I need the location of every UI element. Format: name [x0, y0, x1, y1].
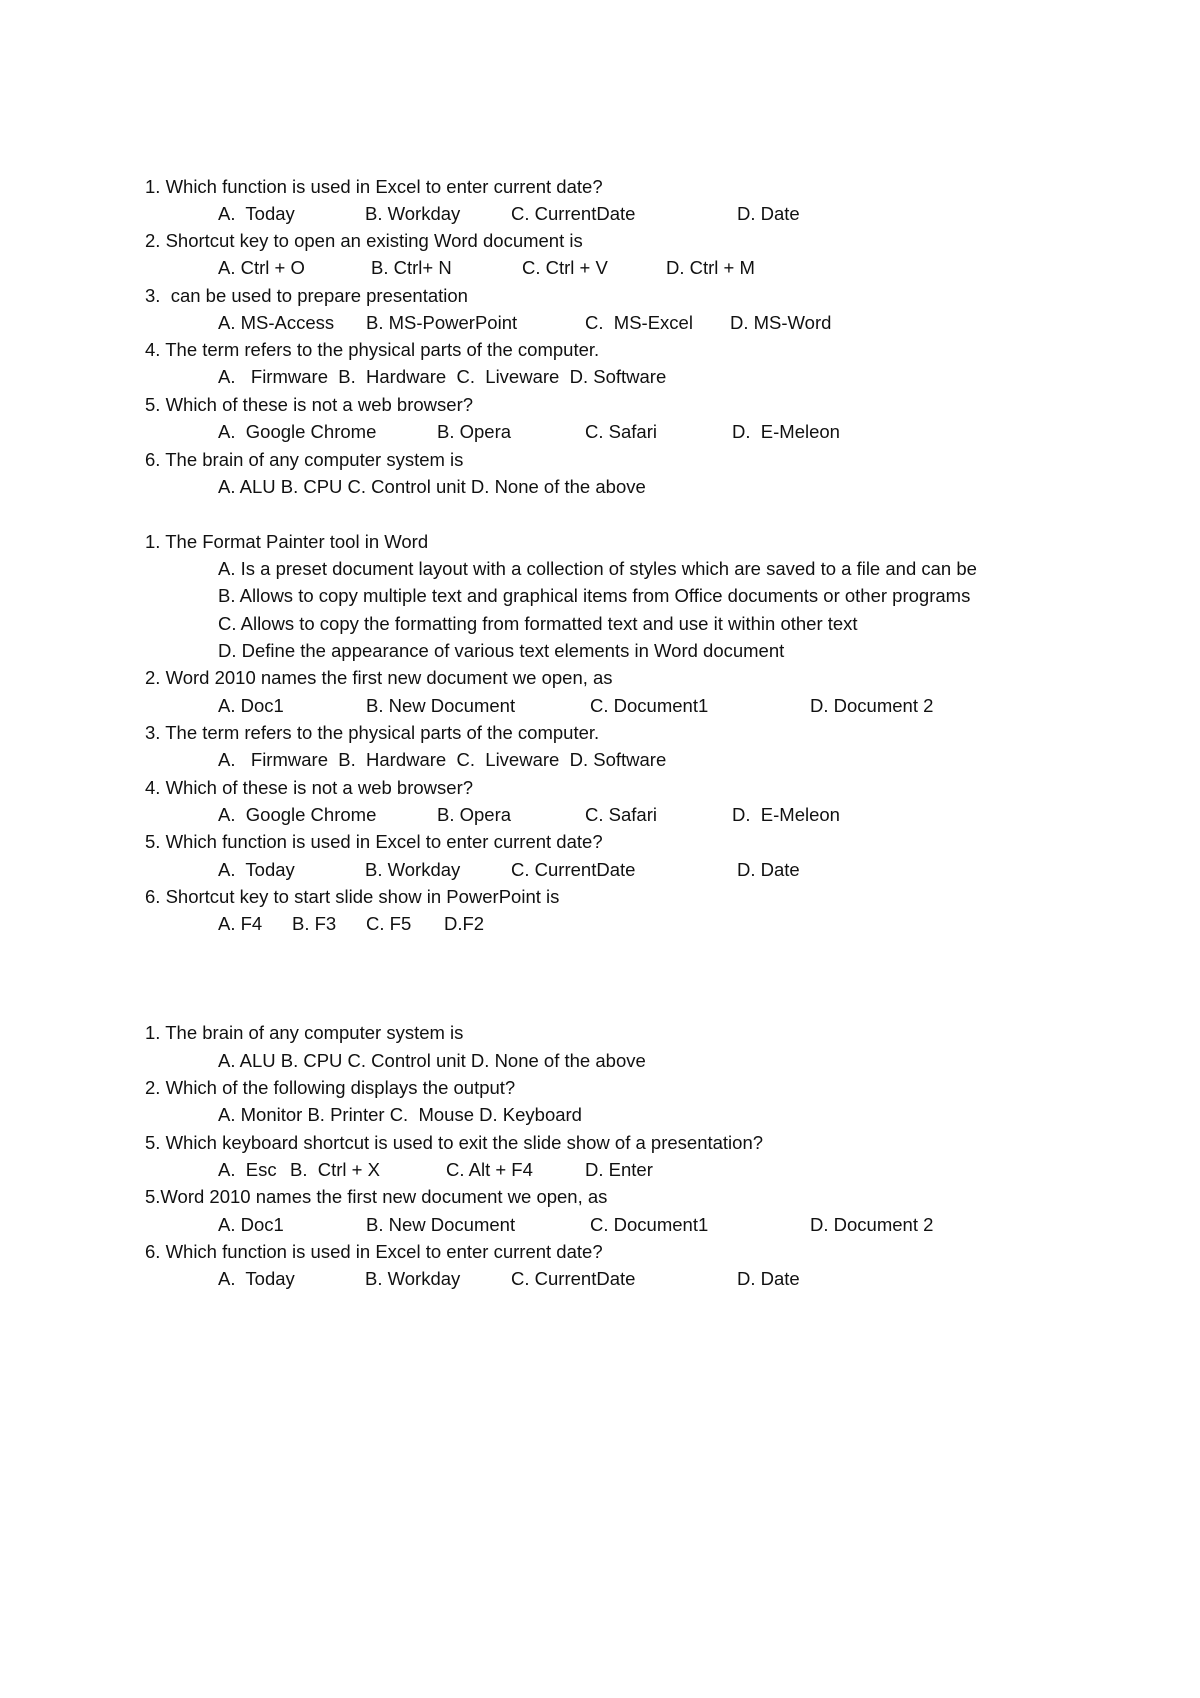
- option: C. CurrentDate: [511, 203, 636, 224]
- option: B. MS-PowerPoint: [366, 312, 518, 333]
- option: B. Ctrl+ N: [371, 257, 452, 278]
- question-text: 1. Which function is used in Excel to enter current date?: [145, 176, 603, 197]
- options-row: [218, 311, 832, 335]
- option: B. Opera: [437, 421, 512, 442]
- question-text: 6. The brain of any computer system is: [145, 449, 464, 470]
- option: B. F3: [292, 913, 337, 934]
- option: B. Workday: [365, 1268, 461, 1289]
- option: C. Alt + F4: [446, 1159, 533, 1180]
- option: D.F2: [444, 913, 485, 934]
- option: B. Workday: [365, 203, 461, 224]
- question-text: 5. Which of these is not a web browser?: [145, 394, 474, 415]
- options-row: [218, 1213, 934, 1237]
- option: D. E-Meleon: [732, 421, 840, 442]
- option: C. Allows to copy the formatting from formatted text and use it within other text: [218, 613, 858, 634]
- question-text: 3. The term refers to the physical parts of the computer.: [145, 722, 600, 743]
- option: D. Date: [737, 859, 800, 880]
- options-row: A. Firmware B. Hardware C. Liveware D. Software: [218, 749, 667, 770]
- option: B. New Document: [366, 1214, 516, 1235]
- question-text: 2. Word 2010 names the first new document we open, as: [145, 667, 613, 688]
- option: C. Document1: [590, 1214, 709, 1235]
- option: A. Today: [218, 859, 295, 880]
- option: A. Ctrl + O: [218, 257, 305, 278]
- options-row: [218, 420, 840, 444]
- option: D. E-Meleon: [732, 804, 840, 825]
- question-text: 1. The brain of any computer system is: [145, 1022, 464, 1043]
- options-row: [218, 256, 755, 280]
- option: C. CurrentDate: [511, 1268, 636, 1289]
- question-text: 5. Which keyboard shortcut is used to exit the slide show of a presentation?: [145, 1132, 764, 1153]
- options-row: [218, 912, 485, 936]
- option: A. F4: [218, 913, 263, 934]
- options-row: [218, 803, 840, 827]
- option: A. Esc: [218, 1159, 277, 1180]
- option: C. MS-Excel: [585, 312, 693, 333]
- option: D. Document 2: [810, 695, 934, 716]
- option: C. Ctrl + V: [522, 257, 608, 278]
- option: A. Google Chrome: [218, 421, 377, 442]
- option: A. Doc1: [218, 1214, 284, 1235]
- option: C. Document1: [590, 695, 709, 716]
- question-text: 5. Which function is used in Excel to enter current date?: [145, 831, 603, 852]
- option: C. F5: [366, 913, 412, 934]
- options-row: A. Firmware B. Hardware C. Liveware D. Software: [218, 366, 667, 387]
- option: D. Ctrl + M: [666, 257, 755, 278]
- question-text: 3. can be used to prepare presentation: [145, 285, 468, 306]
- question-text: 2. Shortcut key to open an existing Word document is: [145, 230, 583, 251]
- option: D. Document 2: [810, 1214, 934, 1235]
- options-row: [218, 694, 934, 718]
- options-row: A. ALU B. CPU C. Control unit D. None of the above: [218, 1050, 646, 1071]
- option: C. CurrentDate: [511, 859, 636, 880]
- options-row: A. Monitor B. Printer C. Mouse D. Keyboard: [218, 1104, 582, 1125]
- option: A. Today: [218, 1268, 295, 1289]
- options-row: A. ALU B. CPU C. Control unit D. None of the above: [218, 476, 646, 497]
- question-text: 2. Which of the following displays the output?: [145, 1077, 516, 1098]
- option: D. Define the appearance of various text elements in Word document: [218, 640, 785, 661]
- option: D. Date: [737, 203, 800, 224]
- option: C. Safari: [585, 421, 657, 442]
- option: D. Enter: [585, 1159, 653, 1180]
- option: A. Today: [218, 203, 295, 224]
- option: D. MS-Word: [730, 312, 832, 333]
- options-row: [218, 1267, 800, 1291]
- options-row: [218, 202, 800, 226]
- option: A. Is a preset document layout with a collection of styles which are saved to a file and can be: [218, 558, 977, 579]
- option: D. Date: [737, 1268, 800, 1289]
- option: A. Doc1: [218, 695, 284, 716]
- option: B. Ctrl + X: [290, 1159, 380, 1180]
- question-text: 5.Word 2010 names the first new document we open, as: [145, 1186, 608, 1207]
- question-text: 4. The term refers to the physical parts of the computer.: [145, 339, 600, 360]
- option: A. MS-Access: [218, 312, 335, 333]
- options-row: [218, 1158, 653, 1182]
- question-text: 4. Which of these is not a web browser?: [145, 777, 474, 798]
- option: B. New Document: [366, 695, 516, 716]
- question-text: 6. Which function is used in Excel to enter current date?: [145, 1241, 603, 1262]
- question-text: 1. The Format Painter tool in Word: [145, 531, 429, 552]
- option: A. Google Chrome: [218, 804, 377, 825]
- question-text: 6. Shortcut key to start slide show in PowerPoint is: [145, 886, 560, 907]
- option: B. Allows to copy multiple text and graphical items from Office documents or other programs: [218, 585, 971, 606]
- option: C. Safari: [585, 804, 657, 825]
- option: B. Opera: [437, 804, 512, 825]
- option: B. Workday: [365, 859, 461, 880]
- options-row: [218, 858, 800, 882]
